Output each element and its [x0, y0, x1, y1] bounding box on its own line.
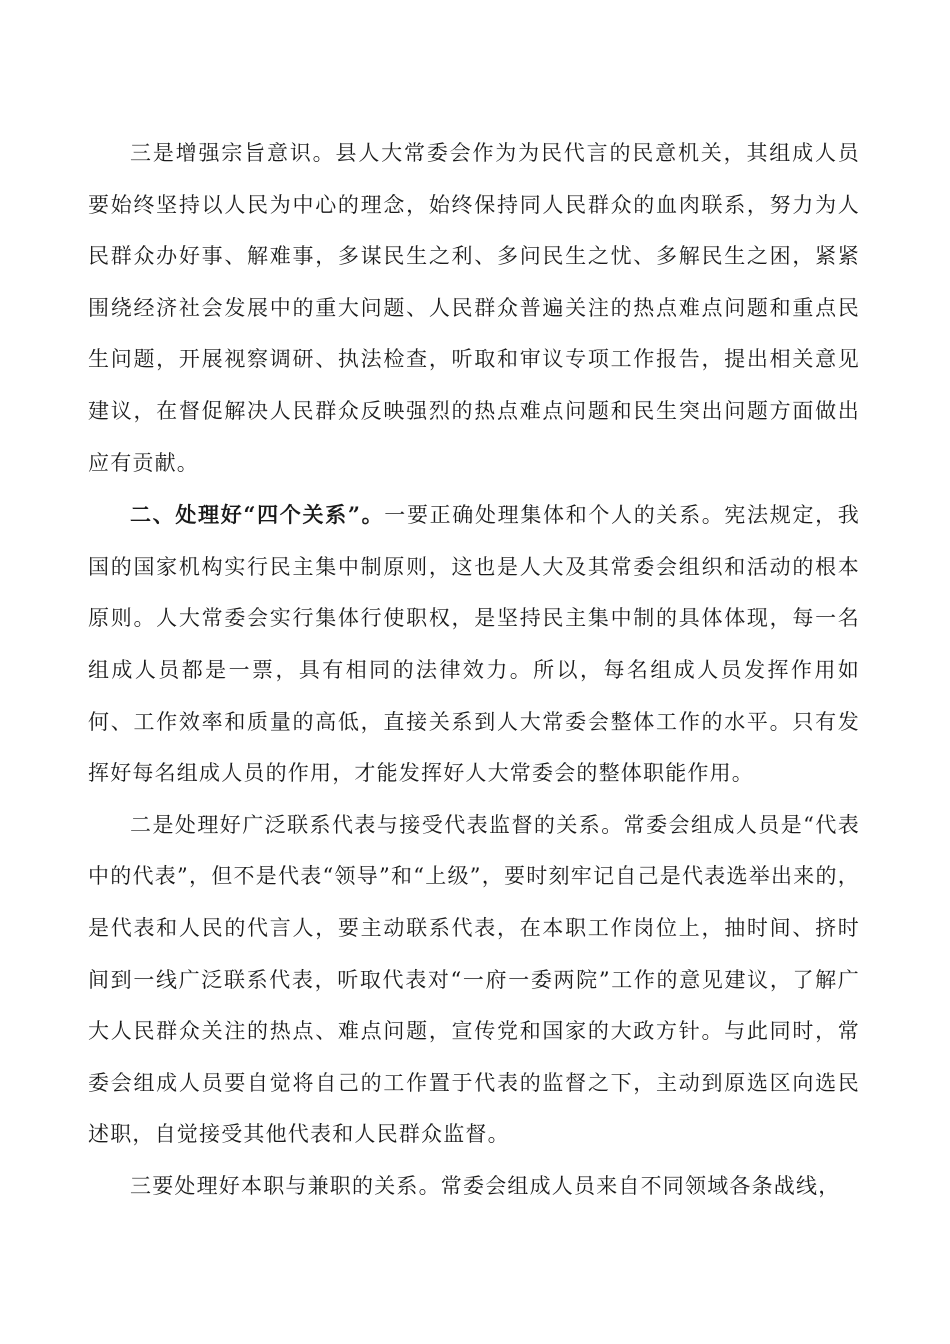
paragraph-body: 一要正确处理集体和个人的关系。宪法规定，我国的国家机构实行民主集中制原则，这也是人大及其常委会组织和活动的根本原则。人大常委会实行集体行使职权，是坚持民主集中制的具体体现，每一名组成人员都是一票，具有相同的法律效力。所以，每名组成人员发挥作用如何、工作效率和质量的高低，直接关系到人大常委会整体工作的水平。只有发挥好每名组成人员的作用，才能发挥好人大常委会的整体职能作用。	[88, 503, 861, 786]
document-page	[88, 128, 860, 1212]
paragraph-fulltime-parttime: 三要处理好本职与兼职的关系。常委会组成人员来自不同领域各条战线，	[130, 1173, 841, 1198]
paragraph-representative-relations: 二是处理好广泛联系代表与接受代表监督的关系。常委会组成人员是“代表中的代表”，但不是代表“领导”和“上级”，要时刻牢记自己是代表选举出来的，是代表和人民的代言人，要主动联系代表，在本职工作岗位上，抽时间、挤时间到一线广泛联系代表，听取代表对“一府一委两院”工作的意见建议，了解广大人民群众关注的热点、难点问题，宣传党和国家的大政方针。与此同时，常委会组成人员要自觉将自己的工作置于代表的监督之下，主动到原选区向选民述职，自觉接受其他代表和人民群众监督。	[88, 812, 860, 1147]
section-heading: 二、处理好“四个关系”。	[130, 502, 385, 528]
paragraph-purpose-awareness: 三是增强宗旨意识。县人大常委会作为为民代言的民意机关，其组成人员要始终坚持以人民为中心的理念，始终保持同人民群众的血肉联系，努力为人民群众办好事、解难事，多谋民生之利、多问民生之忧、多解民生之困，紧紧围绕经济社会发展中的重大问题、人民群众普遍关注的热点难点问题和重点民生问题，开展视察调研、执法检查，听取和审议专项工作报告，提出相关意见建议，在督促解决人民群众反映强烈的热点难点问题和民生突出问题方面做出应有贡献。	[88, 141, 860, 475]
paragraph-four-relations	[88, 489, 860, 800]
